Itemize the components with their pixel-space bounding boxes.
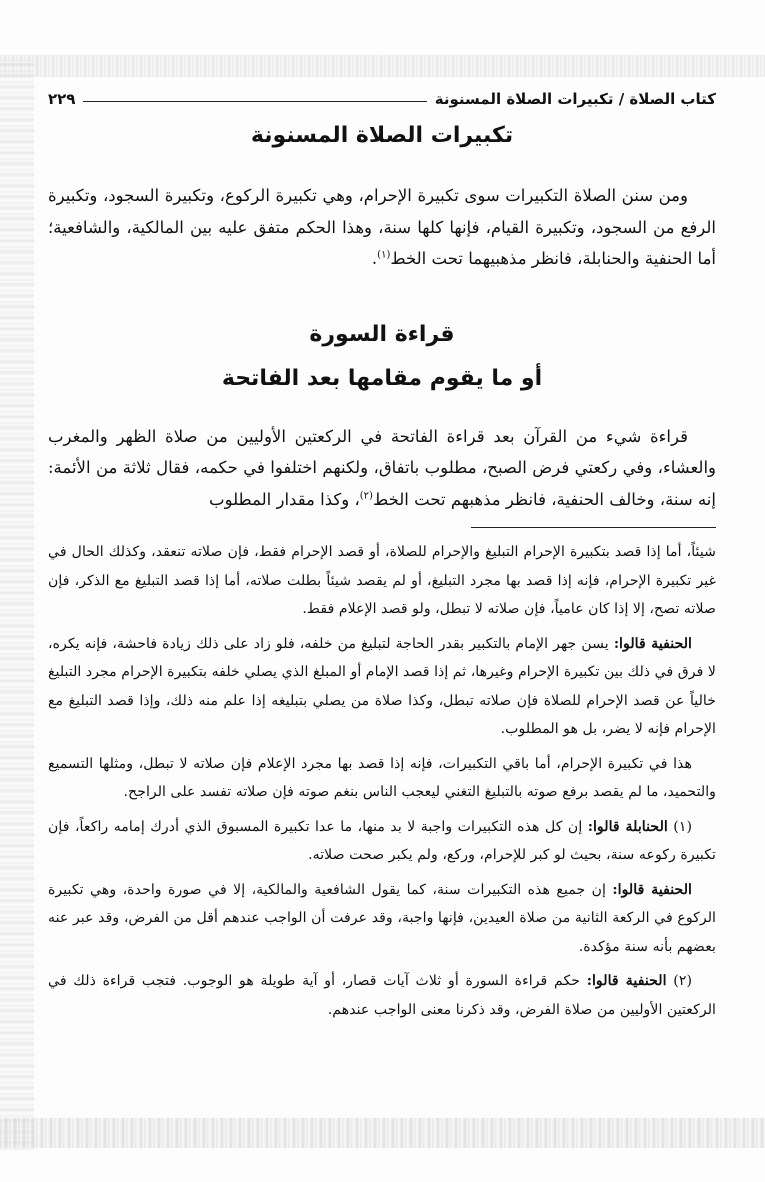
scan-edge-left: [0, 60, 34, 1150]
footnote-hanafi-1-lead: الحنفية قالوا:: [613, 635, 692, 652]
running-header: [48, 82, 716, 108]
footnote-hanafi-3-text: حكم قراءة السورة أو ثلاث آيات قصار، أو آية طويلة هو الوجوب. فتجب قراءة ذلك في الركعتين الأوليين من صلاة الفرض، وقد ذكرنا معنى الواجب عندهم.: [48, 973, 716, 1018]
footnote-hanbali-lead: الحنابلة قالوا:: [587, 818, 668, 835]
section-title-surah: قراءة السورة: [309, 321, 455, 347]
page-content: [48, 118, 716, 1030]
footnote-continuation: شيئاً، أما إذا قصد بتكبيرة الإحرام التبليغ والإحرام للصلاة، أو قصد الإحرام فقط، فإن صلاته تنعقد، وكذلك الحال في غير تكبيرة الإحرام، فإنه إذا قصد بها مجرد التبليغ، أو لم يقصد شيئاً بطلت صلاته، أما إذا قصد التبليغ مع الذكر، فإن صلاته تصح، إلا إذا كان عامياً، فإن صلاته لا تبطل، ولو قصد الإعلام فقط.: [48, 544, 716, 617]
footnote-hanbali-text: إن كل هذه التكبيرات واجبة لا بد منها، ما عدا تكبيرة المسبوق الذي أدرك إمامه راكعاً، فإن تكبيرة ركوعه سنة، بحيث لو كبر للإحرام، وركع، ولم يكبر صحت صلاته.: [48, 818, 716, 863]
footnotes-section: [48, 538, 716, 1024]
footnote-hanafi-2-text: إن جميع هذه التكبيرات سنة، كما يقول الشافعية والمالكية، إلا في صورة واحدة، وهي تكبيرة الركوع في الركعة الثانية من صلاة العيدين، فإنها واجبة، وقد عرفت أن الواجب عندهم أقل من الفرض، وقد عبر عنه بعضهم بأنه سنة مؤكدة.: [48, 881, 716, 955]
running-title: كتاب الصلاة / تكبيرات الصلاة المسنونة: [434, 90, 716, 108]
paragraph-takbirat-text: ومن سنن الصلاة التكبيرات سوى تكبيرة الإحرام، وهي تكبيرة الركوع، وتكبيرة السجود، وتكبيرة الرفع من السجود، وتكبيرة القيام، فإنها كلها سنة، وهذا الحكم متفق عليه بين المالكية، والشافعية؛ أما الحنفية والحنابلة، فانظر مذهبيهما تحت الخط: [48, 186, 716, 268]
footnote-hanafi-2: [48, 876, 716, 962]
footnote-hanafi-1-continued: هذا في تكبيرة الإحرام، أما باقي التكبيرات، فإنه إذا قصد بها مجرد الإعلام فإن صلاته لا تبطل، ومثلها التسميع والتحميد، ما لم يقصد برفع صوته بالتبليغ التغني ليعجب الناس بنغم صوته فإن صلاته تفسد على الراجح.: [48, 755, 716, 800]
page-number: ٢٢٩: [48, 90, 76, 108]
scan-edge-top: [0, 55, 765, 77]
footnote-hanafi-3-lead: الحنفية قالوا:: [586, 973, 667, 989]
header-rule: [83, 101, 426, 102]
scan-edge-bottom: [0, 1118, 765, 1148]
footnote-hanafi-1-text: يسن جهر الإمام بالتكبير بقدر الحاجة لتبليغ من خلفه، فلو زاد على ذلك زيادة فاحشة، فإنه يكره، لا فرق في ذلك بين تكبيرة الإحرام وغيرها، ثم إذا قصد الإمام أو المبلغ الذي يصلي خلفه بتكبيرة الإحرام مجرد التبليغ خالياً عن قصد الإحرام للصلاة فإن صلاته تبطل، وكذا صلاة من يصلي بتبليغه إذا علم منه ذلك، وإذا قصد التبليغ مع الإحرام فإنه لا يضر، بل هو المطلوب.: [48, 635, 716, 737]
footnote-1-hanbali: [48, 813, 716, 870]
paragraph-takbirat: ومن سنن الصلاة التكبيرات سوى تكبيرة الإحرام، وهي تكبيرة الركوع، وتكبيرة السجود، وتكبيرة الرفع من السجود، وتكبيرة القيام، فإنها كلها سنة، وهذا الحكم متفق عليه بين المالكية، والشافعية؛ أما الحنفية والحنابلة، فانظر مذهبيهما تحت الخط$^{(١)}$.: [48, 186, 716, 268]
paragraph-surah-text: قراءة شيء من القرآن بعد قراءة الفاتحة في الركعتين الأوليين من صلاة الظهر والمغرب والعشاء، وفي ركعتي فرض الصبح، مطلوب باتفاق، ولكنهم اختلفوا في حكمه، فقال ثلاثة من الأئمة: إنه سنة، وخالف الحنفية، فانظر مذهبهم تحت الخط: [48, 426, 716, 509]
footnote-divider: [471, 527, 716, 528]
footnote-1-number: (١): [673, 818, 693, 835]
footnote-ref-2[interactable]: (٢): [359, 490, 373, 501]
paragraph-surah-tail: ، وكذا مقدار المطلوب: [209, 489, 360, 509]
footnote-2-number: (٢): [673, 973, 692, 989]
footnote-2-hanafi: [48, 967, 716, 1024]
section-title-takbirat: تكبيرات الصلاة المسنونة: [250, 123, 514, 148]
paragraph-surah: [48, 421, 716, 516]
footnote-hanafi-2-lead: الحنفية قالوا:: [612, 881, 692, 898]
section-subtitle-surah: أو ما يقوم مقامها بعد الفاتحة: [221, 365, 543, 391]
footnote-ref-1[interactable]: (١): [377, 249, 391, 261]
footnote-hanafi-1: [48, 630, 716, 744]
